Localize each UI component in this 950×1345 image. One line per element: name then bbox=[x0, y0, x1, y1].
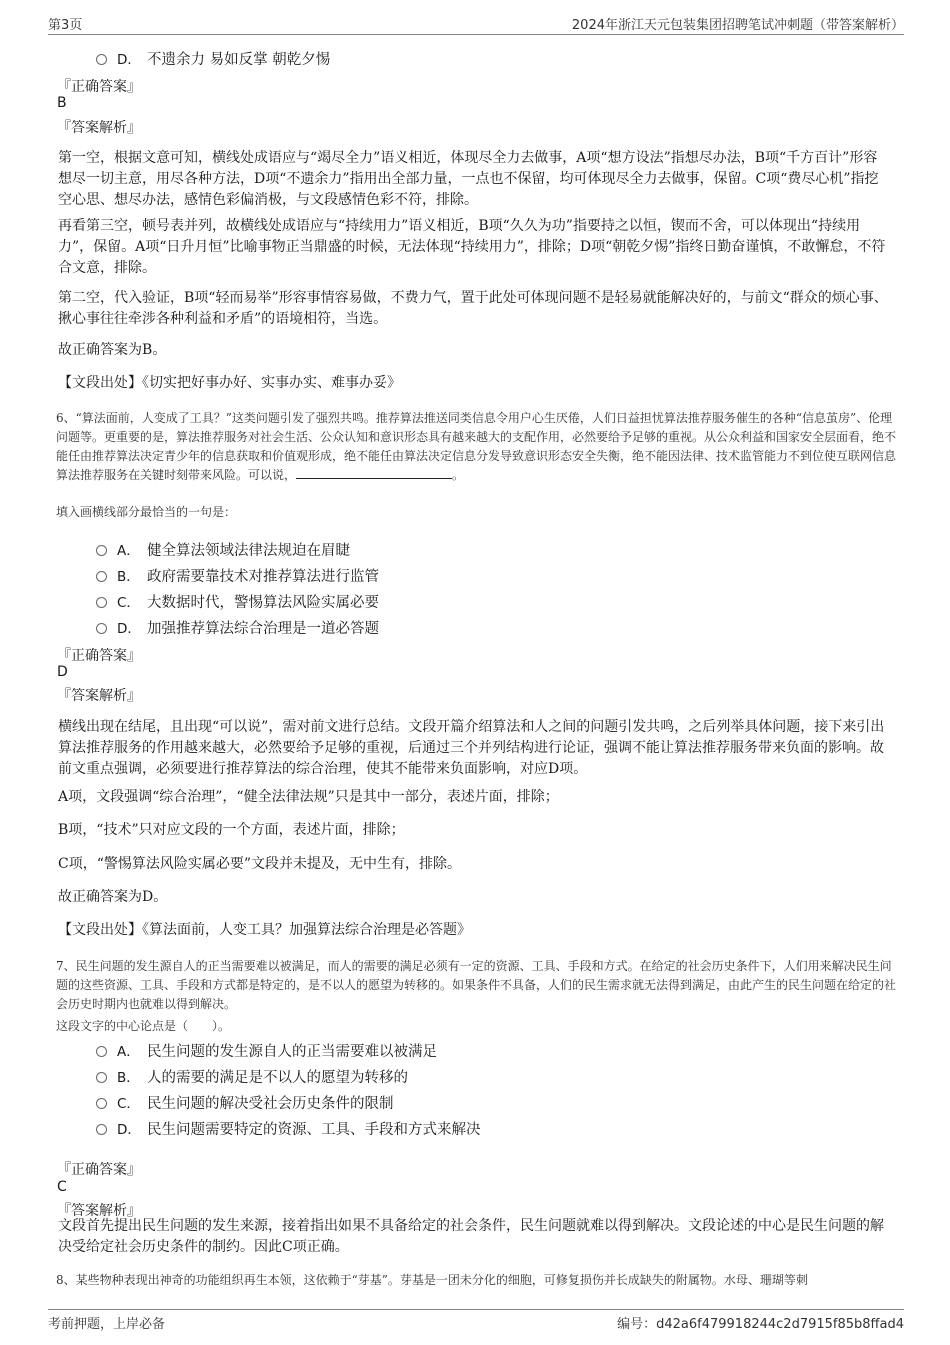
q6-option-b[interactable]: B． 政府需要靠技术对推荐算法进行监管 bbox=[96, 565, 379, 586]
radio-icon[interactable] bbox=[96, 571, 107, 582]
analysis-paragraph: 第二空，代入验证，B项“轻而易举”形容事情容易做，不费力气，置于此处可体现问题不是轻易就能解决好的，与前文“群众的烦心事、揪心事往往牵涉各种利益和矛盾”的语境相符，当选。 bbox=[58, 290, 888, 327]
question-prompt: 这段文字的中心论点是（ ）。 bbox=[56, 1019, 231, 1033]
fill-blank bbox=[296, 466, 452, 479]
answer-value: D bbox=[57, 664, 68, 680]
analysis-paragraph: A项，文段强调“综合治理”，“健全法律法规”只是其中一部分，表述片面，排除； bbox=[58, 789, 559, 805]
footer-slogan: 考前押题，上岸必备 bbox=[48, 1317, 166, 1332]
radio-icon[interactable] bbox=[96, 597, 107, 608]
radio-icon[interactable] bbox=[96, 623, 107, 634]
q7-option-b[interactable]: B． 人的需要的满足是不以人的愿望为转移的 bbox=[96, 1066, 408, 1087]
q6-option-a[interactable]: A． 健全算法领域法律法规迫在眉睫 bbox=[96, 539, 350, 560]
q6-option-c[interactable]: C． 大数据时代，警惕算法风险实属必要 bbox=[96, 591, 379, 612]
question-stem: 7、民生问题的发生源自人的正当需要难以被满足，而人的需要的满足必须有一定的资源、工具、手段和方式。在给定的社会历史条件下，人们用来解决民生问题的这些资源、工具、手段和方式都是特定的，是不以人的愿望为转移的。如果条件不具备，人们的民生需求就无法得到满足，由此产生的民生问题在给定的社会历史时期内也就难以得到解决。 bbox=[56, 959, 897, 1011]
answer-label: 『正确答案』 bbox=[57, 1162, 141, 1178]
page-footer bbox=[48, 1313, 904, 1333]
analysis-paragraph: B项，“技术”只对应文段的一个方面，表述片面，排除； bbox=[58, 822, 405, 838]
analysis-conclusion: 故正确答案为D。 bbox=[58, 889, 168, 905]
question-stem: 6、“算法面前，人变成了工具？”这类问题引发了强烈共鸣。推荐算法推送同类信息令用户心生厌倦，人们日益担忧算法推荐服务催生的各种“信息茧房”、伦理问题等。更重要的是，算法推荐服务对社会生活、公众认知和意识形态具有越来越大的支配作用，必然要给予足够的重视。从公众利益和国家安全层面看，绝不能任由推荐算法决定青少年的信息获取和价值观形成，绝不能任由算法决定信息分发导致意识形态安全失衡，绝不能因法律、技术监管能力不到位使互联网信息算法推荐服务在关键时刻带来风险。可以说， 。 bbox=[56, 411, 897, 482]
page-number: 第3页 bbox=[48, 18, 83, 33]
question-prompt: 填入画横线部分最恰当的一句是： bbox=[56, 505, 237, 519]
q7-option-c[interactable]: C． 民生问题的解决受社会历史条件的限制 bbox=[96, 1092, 394, 1113]
page-header bbox=[48, 14, 904, 34]
analysis-paragraph: 横线出现在结尾，且出现“可以说”，需对前文进行总结。文段开篇介绍算法和人之间的问题引发共鸣，之后列举具体问题，接下来引出算法推荐服务的作用越来越大，必然要给予足够的重视，后通过三个并列结构进行论证，强调不能让算法推荐服务带来负面的影响。故前文重点强调，必须要进行推荐算法的综合治理，使其不能带来负面影响，对应D项。 bbox=[58, 719, 885, 777]
header-divider bbox=[48, 34, 904, 35]
analysis-label: 『答案解析』 bbox=[57, 1203, 141, 1219]
radio-icon[interactable] bbox=[96, 545, 107, 556]
answer-value: B bbox=[57, 95, 67, 111]
radio-icon[interactable] bbox=[96, 1124, 107, 1135]
document-code: 编号：d42a6f479918244c2d7915f85b8ffad4 bbox=[617, 1317, 904, 1332]
answer-value: C bbox=[57, 1179, 67, 1195]
q7-option-d[interactable]: D． 民生问题需要特定的资源、工具、手段和方式来解决 bbox=[96, 1118, 481, 1139]
answer-label: 『正确答案』 bbox=[57, 648, 141, 664]
analysis-paragraph: 第一空，根据文意可知，横线处成语应与“竭尽全力”语义相近，体现尽全力去做事，A项“想方设法”指想尽办法，B项“千方百计”形容想尽一切主意，用尽各种方法，D项“不遗余力”指用出全部力量，一点也不保留，均可体现尽全力去做事，保留。C项“费尽心机”指挖空心思、想尽办法，感情色彩偏消极，与文段感情色彩不符，排除。 bbox=[58, 150, 879, 208]
document-title: 2024年浙江天元包装集团招聘笔试冲刺题（带答案解析） bbox=[571, 18, 904, 33]
radio-icon[interactable] bbox=[96, 1046, 107, 1057]
q5-option-d[interactable]: D． 不遗余力 易如反掌 朝乾夕惕 bbox=[96, 48, 330, 69]
footer-divider bbox=[48, 1309, 904, 1310]
source-citation: 【文段出处】《算法面前，人变工具？加强算法综合治理是必答题》 bbox=[58, 922, 471, 938]
answer-label: 『正确答案』 bbox=[57, 79, 141, 95]
analysis-label: 『答案解析』 bbox=[57, 120, 141, 136]
analysis-label: 『答案解析』 bbox=[57, 688, 141, 704]
radio-icon[interactable] bbox=[96, 54, 107, 65]
q7-option-a[interactable]: A． 民生问题的发生源自人的正当需要难以被满足 bbox=[96, 1040, 437, 1061]
source-citation: 【文段出处】《切实把好事办好、实事办实、难事办妥》 bbox=[58, 375, 401, 391]
analysis-paragraph: 文段首先提出民生问题的发生来源，接着指出如果不具备给定的社会条件，民生问题就难以得到解决。文段论述的中心是民生问题的解决受给定社会历史条件的制约。因此C项正确。 bbox=[58, 1218, 884, 1255]
radio-icon[interactable] bbox=[96, 1098, 107, 1109]
analysis-paragraph: 再看第三空，顿号表并列，故横线处成语应与“持续用力”语义相近，B项“久久为功”指要持之以恒，锲而不舍，可以体现出“持续用力”，保留。A项“日升月恒”比喻事物正当鼎盛的时候，无法体现“持续用力”，排除；D项“朝乾夕惕”指终日勤奋谨慎，不敢懈怠，不符合文意，排除。 bbox=[58, 218, 886, 276]
analysis-paragraph: C项，“警惕算法风险实属必要”文段并未提及，无中生有，排除。 bbox=[58, 856, 462, 872]
analysis-conclusion: 故正确答案为B。 bbox=[58, 342, 167, 358]
q6-option-d[interactable]: D． 加强推荐算法综合治理是一道必答题 bbox=[96, 617, 379, 638]
radio-icon[interactable] bbox=[96, 1072, 107, 1083]
question-stem: 8、某些物种表现出神奇的功能组织再生本领，这依赖于“芽基”。芽基是一团未分化的细胞，可修复损伤并长成缺失的附属物。水母、珊瑚等刺 bbox=[56, 1273, 808, 1287]
